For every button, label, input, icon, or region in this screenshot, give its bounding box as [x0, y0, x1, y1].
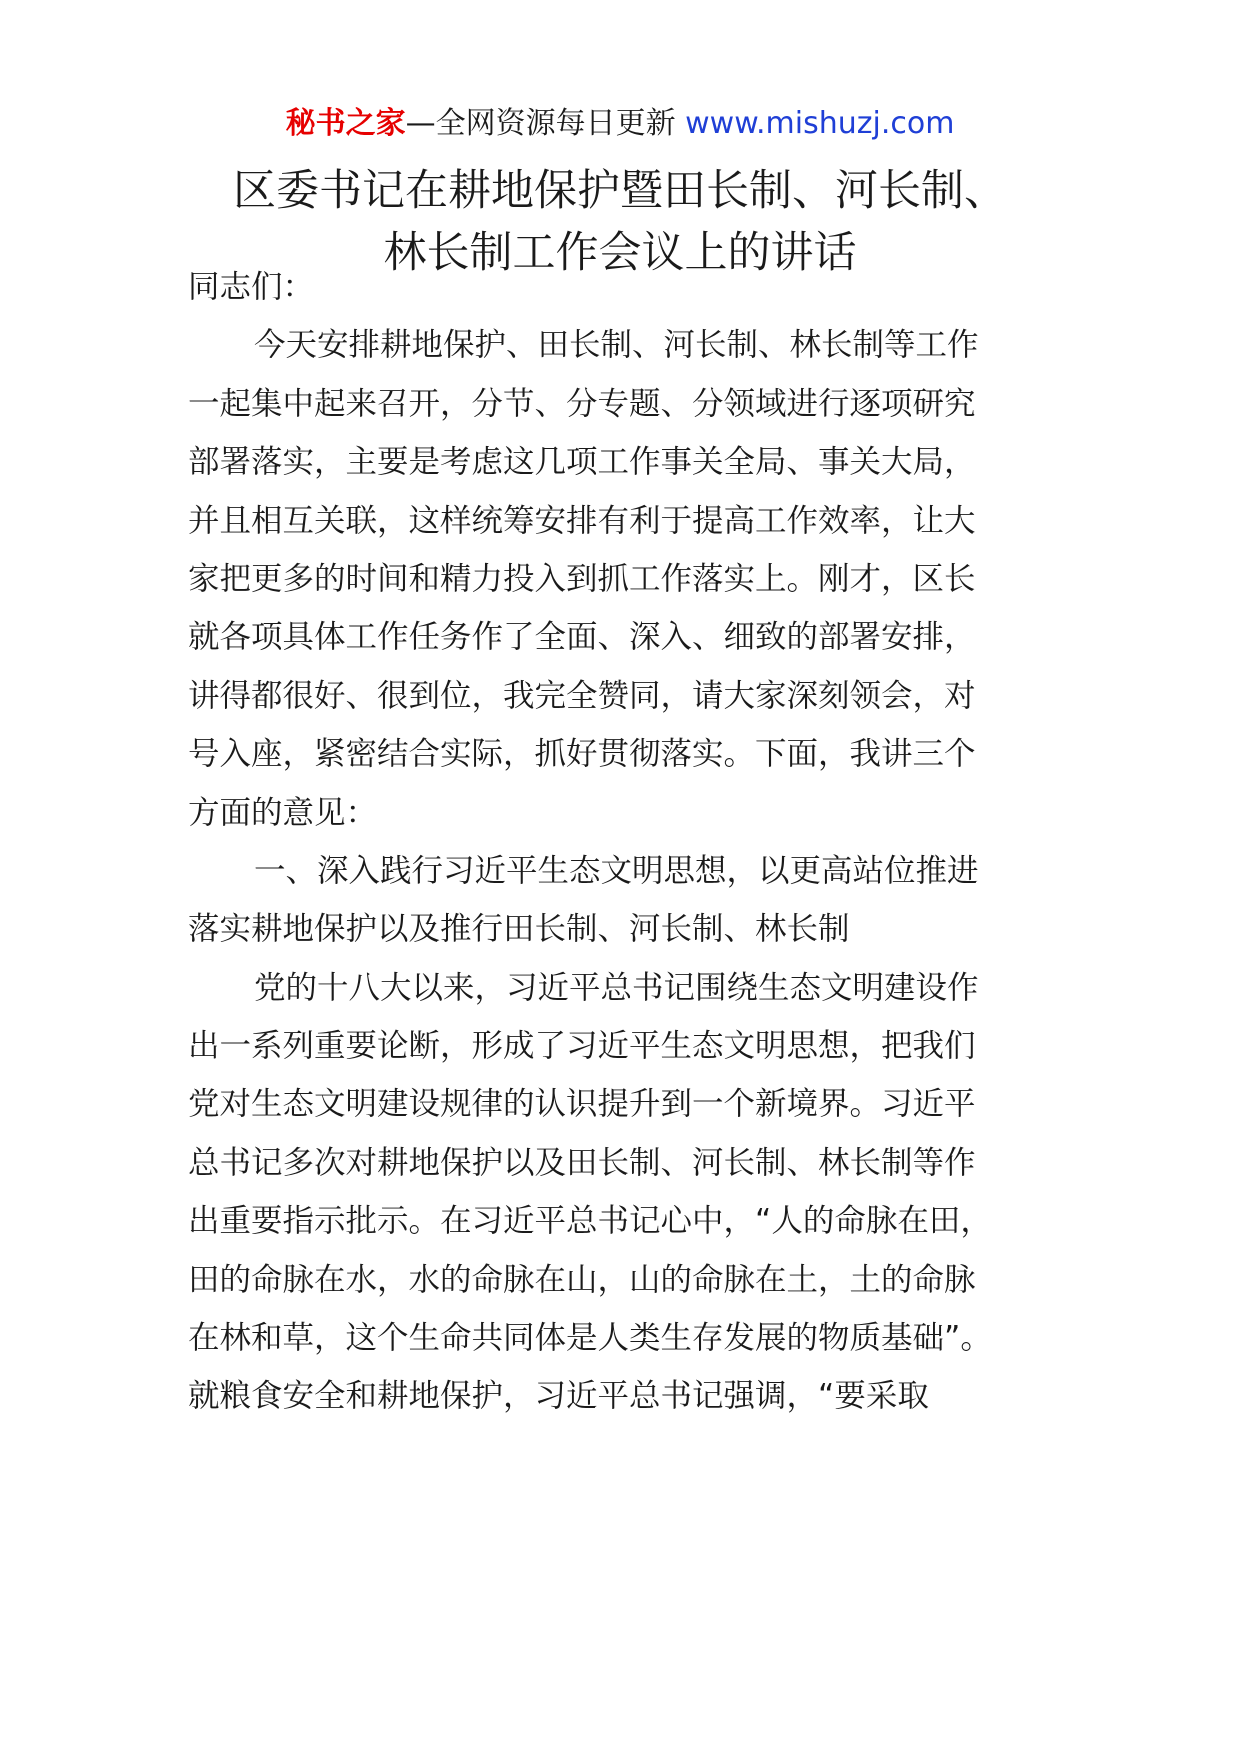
paragraph-section-1 — [188, 959, 1048, 1426]
document-body — [188, 258, 1048, 1426]
paragraph-line: 田的命脉在水，水的命脉在山，山的命脉在土，土的命脉 — [188, 1261, 976, 1298]
paragraph-line: 在林和草，这个生命共同体是人类生存发展的物质基础”。 — [188, 1320, 992, 1357]
paragraph-line: 就各项具体工作任务作了全面、深入、细致的部署安排， — [188, 619, 976, 656]
paragraph-line: 家把更多的时间和精力投入到抓工作落实上。刚才，区长 — [188, 560, 976, 597]
site-url-link[interactable]: www.mishuzj.com — [685, 106, 955, 141]
heading-line: 一、深入践行习近平生态文明思想，以更高站位推进 — [254, 852, 979, 889]
paragraph-line: 号入座，紧密结合实际，抓好贯彻落实。下面，我讲三个 — [188, 736, 976, 773]
paragraph-line: 出一系列重要论断，形成了习近平生态文明思想，把我们 — [188, 1028, 976, 1065]
paragraph-line: 总书记多次对耕地保护以及田长制、河长制、林长制等作 — [188, 1144, 976, 1181]
header-slogan: 全网资源每日更新 — [435, 106, 676, 141]
brand-name: 秘书之家 — [285, 106, 406, 141]
paragraph-line: 讲得都很好、很到位，我完全赞同，请大家深刻领会，对 — [188, 677, 976, 714]
site-header — [0, 100, 1240, 148]
paragraph-intro — [188, 316, 1048, 842]
section-heading-1 — [188, 842, 1048, 959]
paragraph-line: 就粮食安全和耕地保护，习近平总书记强调，“要采取 — [188, 1378, 929, 1415]
heading-line: 落实耕地保护以及推行田长制、河长制、林长制 — [188, 911, 850, 948]
header-dash: — — [405, 106, 436, 141]
salutation: 同志们： — [188, 269, 315, 305]
paragraph-line: 并且相互关联，这样统筹安排有利于提高工作效率，让大 — [188, 502, 976, 539]
title-line-1: 区委书记在耕地保护暨田长制、河长制、 — [233, 166, 1007, 216]
paragraph-line: 党对生态文明建设规律的认识提升到一个新境界。习近平 — [188, 1086, 976, 1123]
paragraph-line: 出重要指示批示。在习近平总书记心中，“人的命脉在田， — [188, 1203, 992, 1240]
paragraph-line: 一起集中起来召开，分节、分专题、分领域进行逐项研究 — [188, 385, 976, 422]
paragraph-line: 党的十八大以来，习近平总书记围绕生态文明建设作 — [254, 969, 979, 1006]
title-line-2: 林长制工作会议上的讲话 — [383, 228, 857, 278]
paragraph-line: 方面的意见： — [188, 794, 378, 831]
paragraph-line: 今天安排耕地保护、田长制、河长制、林长制等工作 — [254, 327, 979, 364]
paragraph-line: 部署落实，主要是考虑这几项工作事关全局、事关大局， — [188, 444, 976, 481]
